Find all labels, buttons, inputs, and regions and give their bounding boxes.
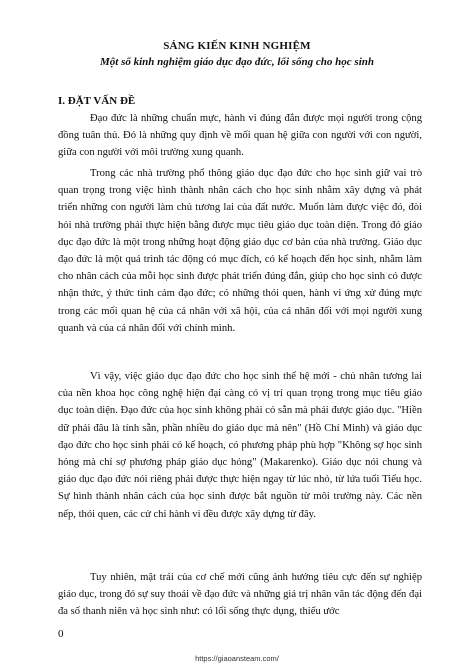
footer-link[interactable]: https://giaoansteam.com/ (195, 654, 279, 663)
paragraph-text: Vì vậy, việc giáo dục đạo đức cho học sinh thế hệ mới - chủ nhân tương lai của nền khoa học công nghệ hiện đại càng có vị trí quan trọng trong mục tiêu giáo dục toàn diện. Đạo đức của học sinh không phải có sẵn mà phải được giáo dục. "Hiền dữ phải đâu là tính sẵn, phần nhiều do giáo dục mà nên" (Hồ Chí Minh) và giáo dục đạo đức cho học sinh phải có kế hoạch, có phương pháp phù hợp "Không sợ học sinh hỏng mà chỉ sợ phương pháp giáo dục hỏng" (Makarenko). Giáo dục nói chung và giáo dục đạo đức nói riêng phải được thực hiện ngay từ lúc nhỏ, từ lứa tuổi Tiểu học. Sự hình thành nhân cách của học sinh được bắt nguồn từ môi trường này. Các nền nếp, thói quen, các cử chỉ hành vi đều được xây dựng từ đây. (58, 371, 422, 520)
paragraph-4 (58, 569, 422, 621)
paragraph-text: Trong các nhà trường phổ thông giáo dục đạo đức cho học sinh giữ vai trò quan trọng trong việc hình thành nhân cách cho học sinh nhằm xây dựng và phát triển những con người làm chủ tương lai của đất nước. Muốn làm được việc đó, đòi hỏi nhà trường phải thực hiện bằng được mục tiêu giáo dục toàn diện. Trong đó giáo dục đạo đức là một trong những hoạt động giáo dục cơ bản của nhà trường. Giáo dục đạo đức là một quá trình tác động có mục đích, có kế hoạch đến học sinh, nhằm làm cho nhân cách của mỗi học sinh được phát triển đúng đắn, giúp cho học sinh có được nhận thức, ý thức tình cảm đạo đức; có những thói quen, hành vi ứng xử đúng mực trong các mối quan hệ của cá nhân với xã hội, của cá nhân đối với mọi người xung quanh và của cá nhân đối với chính mình. (58, 168, 422, 334)
document-title: SÁNG KIẾN KINH NGHIỆM (163, 40, 311, 52)
paragraph-1 (58, 110, 422, 162)
paragraph-text: Tuy nhiên, mặt trái của cơ chế mới cũng ảnh hưởng tiêu cực đến sự nghiệp giáo dục, trong đó sự suy thoái về đạo đức và những giá trị nhân văn tác động đến đại đa số thanh niên và học sinh như: có lối sống thực dụng, thiếu ước (58, 572, 422, 618)
paragraph-3 (58, 368, 422, 523)
paragraph-2 (58, 165, 422, 337)
section-heading: I. ĐẶT VẤN ĐỀ (58, 95, 136, 107)
paragraph-text: Đạo đức là những chuẩn mực, hành vi đúng đắn được mọi người trong cộng đồng tuân thủ. Đó là những quy định về mối quan hệ giữa con người với con người, giữa con người với môi trường xung quanh. (58, 113, 422, 159)
document-subtitle: Một số kinh nghiệm giáo dục đạo đức, lối sống cho học sinh (99, 56, 374, 68)
page-number: 0 (58, 628, 64, 640)
